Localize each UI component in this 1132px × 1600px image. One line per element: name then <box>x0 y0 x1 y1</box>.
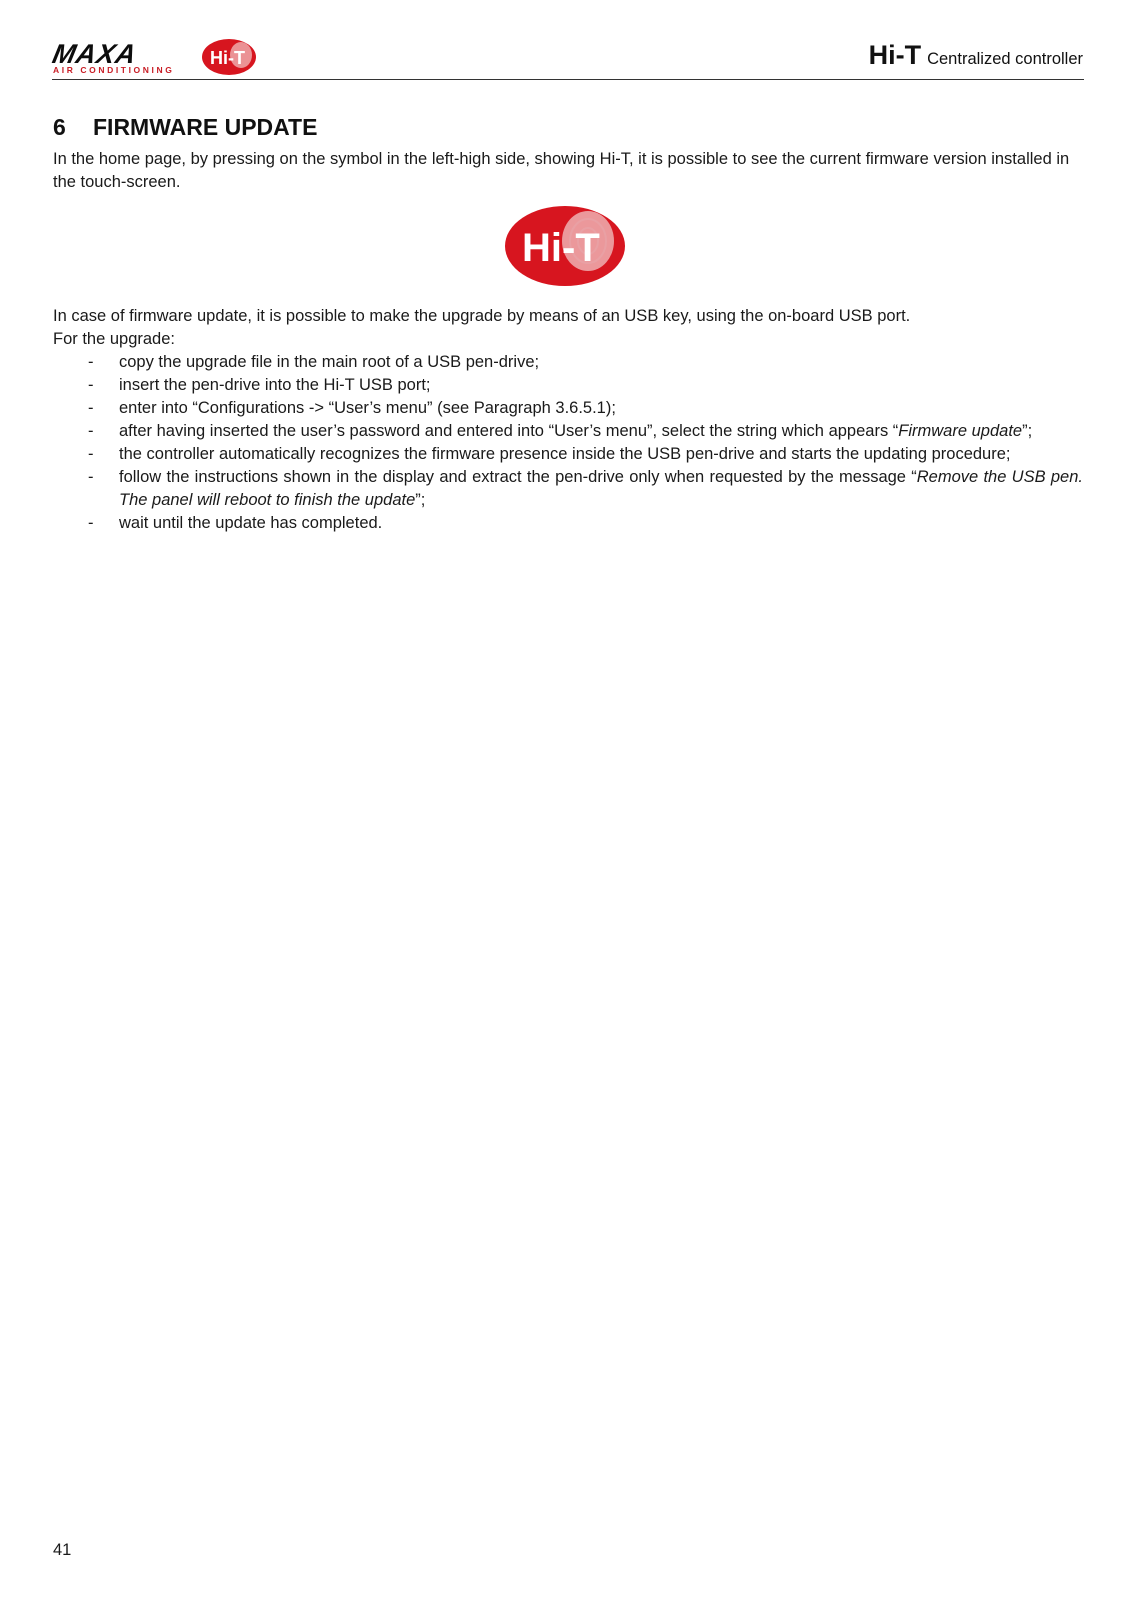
step-emphasis: Firmware update <box>898 422 1023 440</box>
upgrade-intro-paragraph: In case of firmware update, it is possible to make the upgrade by means of an USB key, using the on-board USB port. <box>53 307 911 325</box>
list-bullet: - <box>88 445 94 463</box>
center-logo-text: Hi-T <box>522 226 600 270</box>
step-emphasis: Remove the USB pen. The panel will reboot to finish the update <box>119 468 1083 509</box>
list-bullet: - <box>88 514 94 532</box>
list-bullet: - <box>88 399 94 417</box>
section-title: FIRMWARE UPDATE <box>93 114 318 140</box>
brand-name: MAXA <box>49 39 140 69</box>
page-number: 41 <box>53 1541 72 1559</box>
hit-center-logo-icon <box>502 201 628 291</box>
step-text: enter into “Configurations -> “User’s menu” (see Paragraph 3.6.5.1); <box>119 399 616 417</box>
header-divider <box>52 79 1084 80</box>
list-item <box>53 351 1083 374</box>
hit-logo-icon <box>201 38 257 76</box>
step-text: follow the instructions shown in the display and extract the pen-drive only when requested by the message “ <box>119 468 917 486</box>
intro-paragraph: In the home page, by pressing on the symbol in the left-high side, showing Hi-T, it is possible to see the current firmware version installed in the touch-screen. <box>53 150 1070 191</box>
list-item <box>53 420 1083 443</box>
list-item <box>53 466 1083 512</box>
list-bullet: - <box>88 468 94 486</box>
list-item <box>53 443 1083 466</box>
list-bullet: - <box>88 422 94 440</box>
list-bullet: - <box>88 376 94 394</box>
step-text: the controller automatically recognizes the firmware presence inside the USB pen-drive and starts the updating procedure; <box>119 445 1011 463</box>
section-heading <box>53 114 317 141</box>
step-text: wait until the update has completed. <box>119 514 383 532</box>
step-text: insert the pen-drive into the Hi-T USB port; <box>119 376 431 394</box>
hit-logo-text: Hi-T <box>210 48 245 68</box>
list-item <box>53 512 1083 535</box>
step-text-end: ”; <box>415 491 426 509</box>
document-header-title <box>869 40 1083 71</box>
list-bullet: - <box>88 353 94 371</box>
section-number: 6 <box>53 114 66 140</box>
upgrade-steps-list <box>53 351 1083 535</box>
list-item <box>53 397 1083 420</box>
step-text: after having inserted the user’s password and entered into “User’s menu”, select the string which appears “ <box>119 422 899 440</box>
list-item <box>53 374 1083 397</box>
brand-logo <box>49 36 313 80</box>
step-text-end: ”; <box>1022 422 1033 440</box>
brand-tagline: AIR CONDITIONING <box>53 65 175 75</box>
product-subtitle: Centralized controller <box>927 50 1083 68</box>
step-text: copy the upgrade file in the main root of a USB pen-drive; <box>119 353 540 371</box>
page-header <box>49 36 1083 80</box>
product-name: Hi-T <box>868 40 922 70</box>
steps-intro: For the upgrade: <box>53 330 175 348</box>
